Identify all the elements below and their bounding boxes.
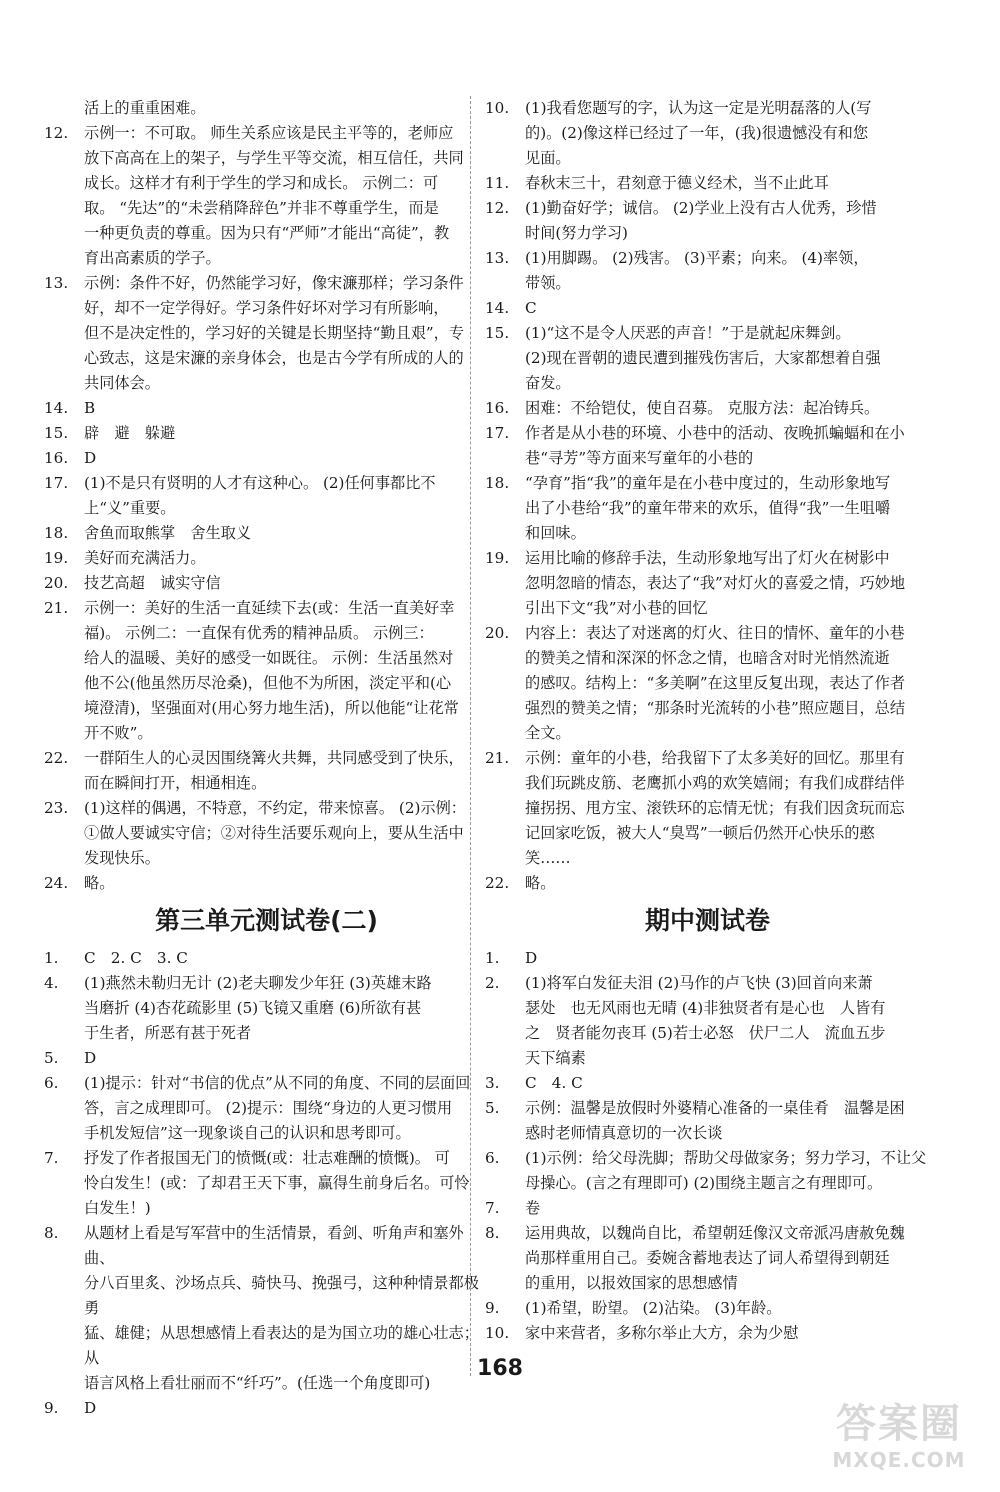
answer-number: 21. (44, 599, 69, 617)
answer-text-line: 成长。这样才有利于学生的学习和成长。 示例二：可 (84, 174, 439, 192)
answer-item (44, 471, 489, 496)
answer-text: (1)“这不是令人厌恶的声音！”于是就起床舞剑。 (525, 324, 851, 342)
answer-number: 7. (44, 1149, 59, 1167)
answer-item (485, 546, 930, 571)
answer-text-line: 奋发。 (525, 374, 571, 392)
answer-number: 19. (485, 549, 510, 567)
answer-text: 活上的重重困难。 (84, 99, 206, 117)
answer-number: 18. (44, 524, 69, 542)
answer-text-line: 猛、雄健；从思想感情上看表达的是为国立功的雄心壮志；从 (84, 1324, 479, 1367)
answer-number: 17. (44, 474, 69, 492)
answer-number: 21. (485, 749, 510, 767)
answer-number: 1. (485, 949, 500, 967)
answer-text-line: 强烈的赞美之情；“那条时光流转的小巷”照应题目，总结 (525, 699, 906, 717)
answer-item (44, 796, 489, 821)
answer-text-line: 怜白发生！(或：了却君王天下事，赢得生前身后名。可怜 (84, 1174, 470, 1192)
answer-text-line: 开不败”。 (84, 724, 153, 742)
watermark-logo: 答案圈 (836, 1401, 962, 1447)
answer-text: 一群陌生人的心灵因围绕篝火共舞，共同感受到了快乐， (84, 749, 464, 767)
answer-number: 2. (485, 974, 500, 992)
answer-item (485, 1071, 930, 1096)
answer-text: C (525, 299, 537, 317)
left-answers (44, 96, 489, 896)
answer-text: (1)勤奋好学；诚信。 (2)学业上没有古人优秀，珍惜 (525, 199, 877, 217)
answer-number: 11. (485, 174, 510, 192)
answer-text: (1)燕然未勒归无计 (2)老夫聊发少年狂 (3)英雄末路 (84, 974, 432, 992)
answer-text: D (84, 449, 97, 467)
answer-text: 作者是从小巷的环境、小巷中的活动、夜晚抓蝙蝠和在小 (525, 424, 905, 442)
answer-item (44, 121, 489, 146)
answer-text: 卷 (525, 1199, 541, 1217)
answer-text-line: 他不公(他虽然历尽沧桑)，但他不为所困，淡定平和(心 (84, 674, 452, 692)
answer-text: 困难：不给铠仗，使自召募。 克服方法：起冶铸兵。 (525, 399, 880, 417)
answer-item (485, 1221, 930, 1246)
answer-item (485, 196, 930, 221)
answer-text-line: 但不是决定性的，学习好的关键是长期坚持“勤且艰”，专 (84, 324, 465, 342)
answer-number: 16. (485, 399, 510, 417)
answer-text-line: 共同体会。 (84, 374, 160, 392)
answer-text: 内容上：表达了对迷离的灯火、往日的情怀、童年的小巷 (525, 624, 905, 642)
answer-text: C 2. C 3. C (84, 949, 188, 967)
answer-text-line: 瑟处 也无风雨也无晴 (4)非独贤者有是心也 人皆有 (525, 999, 886, 1017)
answer-text-line: 记回家吃饭，被大人“臭骂”一顿后仍然开心快乐的憨 (525, 824, 875, 842)
answer-text-line: (2)现在晋朝的遗民遭到摧残伤害后，大家都想着自强 (525, 349, 881, 367)
answer-item (485, 621, 930, 646)
answer-item (485, 871, 930, 896)
answer-text-line: 我们玩跳皮筋、老鹰抓小鸡的欢笑嬉闹；有我们成群结伴 (525, 774, 905, 792)
column-divider (470, 96, 471, 1376)
answer-text-line: 之 贤者能勿丧耳 (5)若士必怒 伏尸二人 流血五步 (525, 1024, 886, 1042)
answer-text-line: 上“义”重要。 (84, 499, 176, 517)
answer-text: 运用典故，以魏尚自比，希望朝廷像汉文帝派冯唐赦免魏 (525, 1224, 905, 1242)
answer-number: 8. (485, 1224, 500, 1242)
answer-text: (1)这样的偶遇，不特意，不约定，带来惊喜。 (2)示例： (84, 799, 466, 817)
answer-item (44, 1046, 489, 1071)
answer-item (485, 246, 930, 271)
answer-text: 美好而充满活力。 (84, 549, 206, 567)
answer-text: (1)我看您题写的字，认为这一定是光明磊落的人(写 (525, 99, 872, 117)
midterm-answers (485, 946, 930, 1346)
watermark (824, 1400, 974, 1480)
answer-text-line: 发现快乐。 (84, 849, 160, 867)
answer-number: 9. (44, 1399, 59, 1417)
answer-item (485, 296, 930, 321)
answer-item (485, 1096, 930, 1121)
answer-item (485, 1296, 930, 1321)
answer-text-line: 出了小巷给“我”的童年带来的欢乐，值得“我”一生咀嚼 (525, 499, 891, 517)
answer-text: 春秋末三十，君刻意于德义经术，当不止此耳 (525, 174, 829, 192)
answer-text: 运用比喻的修辞手法，生动形象地写出了灯火在树影中 (525, 549, 890, 567)
answer-text: D (525, 949, 538, 967)
answer-number: 24. (44, 874, 69, 892)
answer-text-line: 母操心。(言之有理即可) (2)围绕主题言之有理即可。 (525, 1174, 883, 1192)
answer-text-line: 放下高高在上的架子，与学生平等交流，相互信任，共同 (84, 149, 464, 167)
answer-item (44, 571, 489, 596)
answer-text-line: 的)。(2)像这样已经过了一年，(我)很遗憾没有和您 (525, 124, 869, 142)
answer-item (44, 546, 489, 571)
answer-number: 12. (485, 199, 510, 217)
answer-item (485, 946, 930, 971)
answer-text-line: 福)。 示例二：一直保有优秀的精神品质。 示例三： (84, 624, 434, 642)
answer-text-line: 心致志，这是宋濂的亲身体会，也是古今学有所成的人的 (84, 349, 464, 367)
answer-text-line: 全文。 (525, 724, 571, 742)
answer-number: 10. (485, 99, 510, 117)
answer-item (44, 421, 489, 446)
answer-text: 抒发了作者报国无门的愤慨(或：壮志难酬的愤慨)。 可 (84, 1149, 450, 1167)
answer-text-line: 育出高素质的学子。 (84, 249, 221, 267)
answer-number: 15. (44, 424, 69, 442)
answer-number: 16. (44, 449, 69, 467)
answer-item (485, 971, 930, 996)
answer-number: 8. (44, 1224, 59, 1242)
answer-text-line: 见面。 (525, 149, 571, 167)
unit3-answers (44, 946, 489, 1421)
answer-text: 舍鱼而取熊掌 舍生取义 (84, 524, 252, 542)
answer-item (485, 746, 930, 771)
answer-text-line: 境澄清)，坚强面对(用心努力地生活)，所以他能“让花常 (84, 699, 459, 717)
answer-number: 14. (44, 399, 69, 417)
answer-text: 示例：温馨是放假时外婆精心准备的一桌佳肴 温馨是困 (525, 1099, 905, 1117)
answer-item (44, 1221, 489, 1271)
answer-text-line: 而在瞬间打开，相通相连。 (84, 774, 267, 792)
answer-text-line: 于生者，所恶有甚于死者 (84, 1024, 252, 1042)
answer-number: 22. (485, 874, 510, 892)
answer-text: “孕育”指“我”的童年是在小巷中度过的，生动形象地写 (525, 474, 891, 492)
answer-number: 13. (44, 274, 69, 292)
answer-text: B (84, 399, 96, 417)
answer-item (44, 521, 489, 546)
answer-text-line: ①做人要诚实守信；②对待生活要乐观向上，要从生活中 (84, 824, 464, 842)
answer-number: 1. (44, 949, 59, 967)
answer-number: 13. (485, 249, 510, 267)
answer-text-line: 时间(努力学习) (525, 224, 628, 242)
answer-number: 6. (485, 1149, 500, 1167)
answer-number: 19. (44, 549, 69, 567)
answer-text-line: 带领。 (525, 274, 571, 292)
answer-text-line: 引出下文“我”对小巷的回忆 (525, 599, 708, 617)
answer-item (485, 321, 930, 346)
answer-item (485, 421, 930, 446)
answer-item (485, 1146, 930, 1171)
answer-item (44, 971, 489, 996)
answer-text: (1)用脚踢。 (2)残害。 (3)平素；向来。 (4)率领， (525, 249, 869, 267)
answer-number: 20. (485, 624, 510, 642)
answer-text-line: 天下缟素 (525, 1049, 586, 1067)
left-column (44, 96, 489, 1421)
answer-number: 18. (485, 474, 510, 492)
answer-text-line: 语言风格上看壮丽而不“纤巧”。(任选一个角度即可) (84, 1374, 431, 1392)
page-number: 168 (477, 1356, 523, 1381)
answer-item (44, 271, 489, 296)
answer-item (44, 746, 489, 771)
right-answers (485, 96, 930, 896)
answer-text-line: 和回味。 (525, 524, 586, 542)
answer-item (44, 596, 489, 621)
answer-text-line: 惑时老师情真意切的一次长谈 (525, 1124, 723, 1142)
answer-item (485, 96, 930, 121)
answer-text-line: 好，却不一定学得好。学习条件好坏对学习有所影响， (84, 299, 449, 317)
answer-item (485, 1321, 930, 1346)
answer-text: 辟 避 躲避 (84, 424, 176, 442)
answer-text: 示例：条件不好，仍然能学习好，像宋濂那样；学习条件 (84, 274, 464, 292)
answer-number: 9. (485, 1299, 500, 1317)
answer-text-line: 一种更负责的尊重。因为只有“严师”才能出“高徒”，教 (84, 224, 450, 242)
answer-number: 12. (44, 124, 69, 142)
answer-text-line: 的重用，以报效国家的思想感情 (525, 1274, 738, 1292)
answer-number: 17. (485, 424, 510, 442)
answer-text-line: 尚那样重用自己。委婉含蓄地表达了词人希望得到朝廷 (525, 1249, 890, 1267)
answer-number: 20. (44, 574, 69, 592)
answer-text: (1)提示：针对“书信的优点”从不同的角度、不同的层面回 (84, 1074, 471, 1092)
answer-number: 15. (485, 324, 510, 342)
answer-text-line: 白发生！) (84, 1199, 151, 1217)
section-title-midterm: 期中测试卷 (644, 906, 770, 935)
answer-text-line: 巷“寻芳”等方面来写童年的小巷的 (525, 449, 754, 467)
answer-item (485, 171, 930, 196)
answer-text-line: 当磨折 (4)杏花疏影里 (5)飞镜又重磨 (6)所欲有甚 (84, 999, 422, 1017)
answer-number: 23. (44, 799, 69, 817)
answer-text: D (84, 1049, 97, 1067)
answer-text-line: 分八百里炙、沙场点兵、骑快马、挽强弓，这种种情景都极勇 (84, 1274, 479, 1317)
answer-number: 22. (44, 749, 69, 767)
answer-item (485, 396, 930, 421)
answer-text-line: 给人的温暖、美好的感受一如既往。 示例：生活虽然对 (84, 649, 454, 667)
answer-text: (1)将军白发征夫泪 (2)马作的卢飞快 (3)回首向来萧 (525, 974, 873, 992)
answer-text-line: 答，言之成理即可。 (2)提示：围绕“身边的人更习惯用 (84, 1099, 453, 1117)
answer-text-line: 撞拐拐、甩方宝、滚铁环的忘情无忧；有我们因贪玩而忘 (525, 799, 905, 817)
answer-text-line: 的赞美之情和深深的怀念之情，也暗含对时光悄然流逝 (525, 649, 890, 667)
answer-number: 7. (485, 1199, 500, 1217)
answer-text: (1)示例：给父母洗脚；帮助父母做家务；努力学习，不让父 (525, 1149, 927, 1167)
answer-item (44, 1396, 489, 1421)
answer-number: 3. (485, 1074, 500, 1092)
answer-item (44, 946, 489, 971)
answer-text: (1)希望，盼望。 (2)沾染。 (3)年龄。 (525, 1299, 782, 1317)
answer-item (485, 471, 930, 496)
answer-text-line: 手机发短信”这一现象谈自己的认识和思考即可。 (84, 1124, 411, 1142)
answer-number: 5. (485, 1099, 500, 1117)
answer-text: C 4. C (525, 1074, 583, 1092)
answer-text-line: 笑…… (525, 849, 571, 867)
answer-item (44, 871, 489, 896)
answer-item (44, 396, 489, 421)
answer-text: 示例一：美好的生活一直延续下去(或：生活一直美好幸 (84, 599, 455, 617)
answer-text: 技艺高超 诚实守信 (84, 574, 221, 592)
answer-number: 14. (485, 299, 510, 317)
answer-text: 示例一：不可取。 师生关系应该是民主平等的，老师应 (84, 124, 454, 142)
answer-item (44, 96, 489, 121)
answer-text: 从题材上看是写军营中的生活情景，看剑、听角声和塞外曲、 (84, 1224, 464, 1267)
answer-number: 4. (44, 974, 59, 992)
answer-text: 家中来营者，多称尔举止大方，余为少慰 (525, 1324, 799, 1342)
answer-text: D (84, 1399, 97, 1417)
answer-text: (1)不是只有贤明的人才有这种心。 (2)任何事都比不 (84, 474, 436, 492)
answer-text: 示例：童年的小巷，给我留下了太多美好的回忆。那里有 (525, 749, 905, 767)
answer-text-line: 取。 “先达”的“未尝稍降辞色”并非不尊重学生，而是 (84, 199, 439, 217)
right-column (485, 96, 930, 1346)
answer-number: 10. (485, 1324, 510, 1342)
answer-text: 略。 (525, 874, 556, 892)
answer-item (485, 1196, 930, 1221)
answer-item (44, 1071, 489, 1096)
watermark-site: MXQE.COM (832, 1448, 966, 1472)
section-title-unit3: 第三单元测试卷(二) (155, 906, 378, 935)
answer-number: 6. (44, 1074, 59, 1092)
answer-item (44, 446, 489, 471)
answer-text: 略。 (84, 874, 115, 892)
answer-text-line: 的感叹。结构上：“多美啊”在这里反复出现，表达了作者 (525, 674, 906, 692)
answer-item (44, 1146, 489, 1171)
answer-text-line: 忽明忽暗的情态，表达了“我”对灯火的喜爱之情，巧妙地 (525, 574, 906, 592)
answer-number: 5. (44, 1049, 59, 1067)
